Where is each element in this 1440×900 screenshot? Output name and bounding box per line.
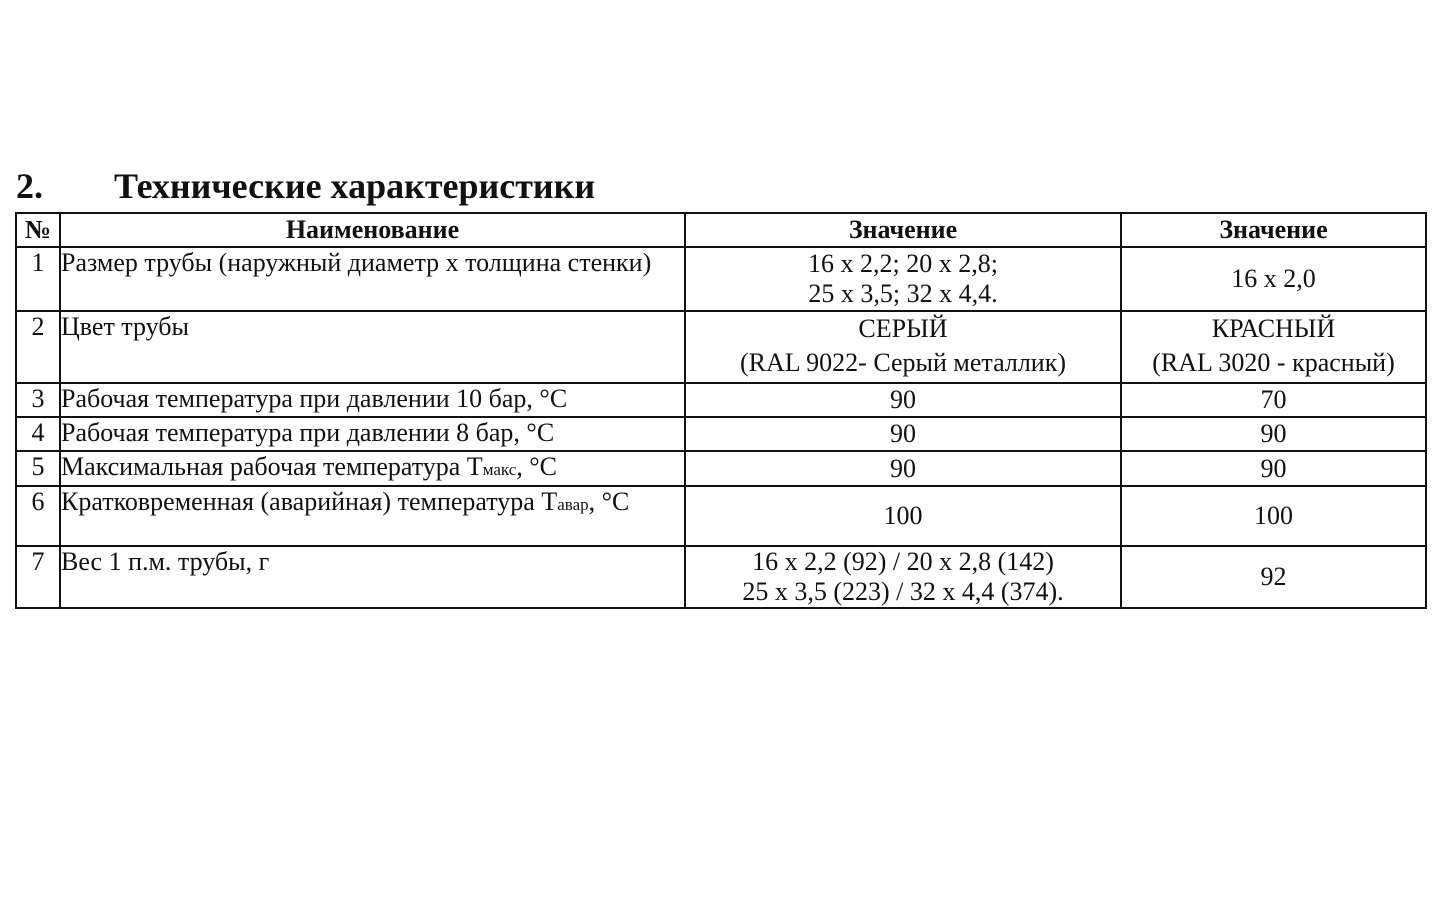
header-value-1: Значение xyxy=(685,213,1121,247)
section-number: 2. xyxy=(16,166,43,206)
table-row xyxy=(16,546,1426,608)
row-name: Размер трубы (наружный диаметр х толщина стенки) xyxy=(60,247,685,311)
row-name xyxy=(60,451,685,486)
row-name-subscript: авар xyxy=(557,495,589,514)
table-row xyxy=(16,486,1426,546)
row-value-2 xyxy=(1121,311,1426,383)
row-number: 2 xyxy=(16,311,60,383)
table-row xyxy=(16,247,1426,311)
value-line: 16 х 2,2; 20 х 2,8; xyxy=(808,249,998,278)
header-value-2: Значение xyxy=(1121,213,1426,247)
row-value-1: 90 xyxy=(685,417,1121,451)
value-line: 25 х 3,5 (223) / 32 х 4,4 (374). xyxy=(742,577,1064,606)
value-line: (RAL 3020 - красный) xyxy=(1152,348,1395,377)
specifications-table xyxy=(15,212,1427,609)
row-name: Рабочая температура при давлении 8 бар, °С xyxy=(60,417,685,451)
row-name-unit: , °С xyxy=(516,452,558,481)
row-number: 7 xyxy=(16,546,60,608)
header-name: Наименование xyxy=(60,213,685,247)
section-heading xyxy=(16,164,595,208)
row-value-2: 70 xyxy=(1121,383,1426,417)
value-line: КРАСНЫЙ xyxy=(1211,314,1336,343)
row-value-2: 90 xyxy=(1121,417,1426,451)
value-line: (RAL 9022- Серый металлик) xyxy=(739,348,1067,377)
row-value-2: 92 xyxy=(1121,546,1426,608)
row-name-subscript: макс xyxy=(482,460,517,479)
row-name: Цвет трубы xyxy=(60,311,685,383)
row-value-1 xyxy=(685,546,1121,608)
row-value-1 xyxy=(685,311,1121,383)
row-number: 3 xyxy=(16,383,60,417)
row-value-1: 90 xyxy=(685,383,1121,417)
row-value-1 xyxy=(685,247,1121,311)
row-value-2: 90 xyxy=(1121,451,1426,486)
table-row xyxy=(16,451,1426,486)
table-row xyxy=(16,417,1426,451)
section-title: Технические характеристики xyxy=(114,166,596,206)
row-number: 1 xyxy=(16,247,60,311)
row-name: Вес 1 п.м. трубы, г xyxy=(60,546,685,608)
table-header-row xyxy=(16,213,1426,247)
header-number: № xyxy=(16,213,60,247)
row-number: 4 xyxy=(16,417,60,451)
row-name-text: Максимальная рабочая температура Т xyxy=(61,452,483,481)
row-number: 6 xyxy=(16,486,60,546)
row-value-2: 100 xyxy=(1121,486,1426,546)
row-name-text: Кратковременная (аварийная) температура Т xyxy=(61,487,558,516)
row-value-2: 16 х 2,0 xyxy=(1121,247,1426,311)
table-row xyxy=(16,311,1426,383)
table-row xyxy=(16,383,1426,417)
value-line: СЕРЫЙ xyxy=(858,314,948,343)
row-value-1: 90 xyxy=(685,451,1121,486)
row-value-1: 100 xyxy=(685,486,1121,546)
row-name: Рабочая температура при давлении 10 бар, °С xyxy=(60,383,685,417)
row-number: 5 xyxy=(16,451,60,486)
row-name-unit: , °С xyxy=(588,487,630,516)
row-name xyxy=(60,486,685,546)
value-line: 25 х 3,5; 32 х 4,4. xyxy=(808,279,998,308)
value-line: 16 х 2,2 (92) / 20 х 2,8 (142) xyxy=(752,547,1054,576)
